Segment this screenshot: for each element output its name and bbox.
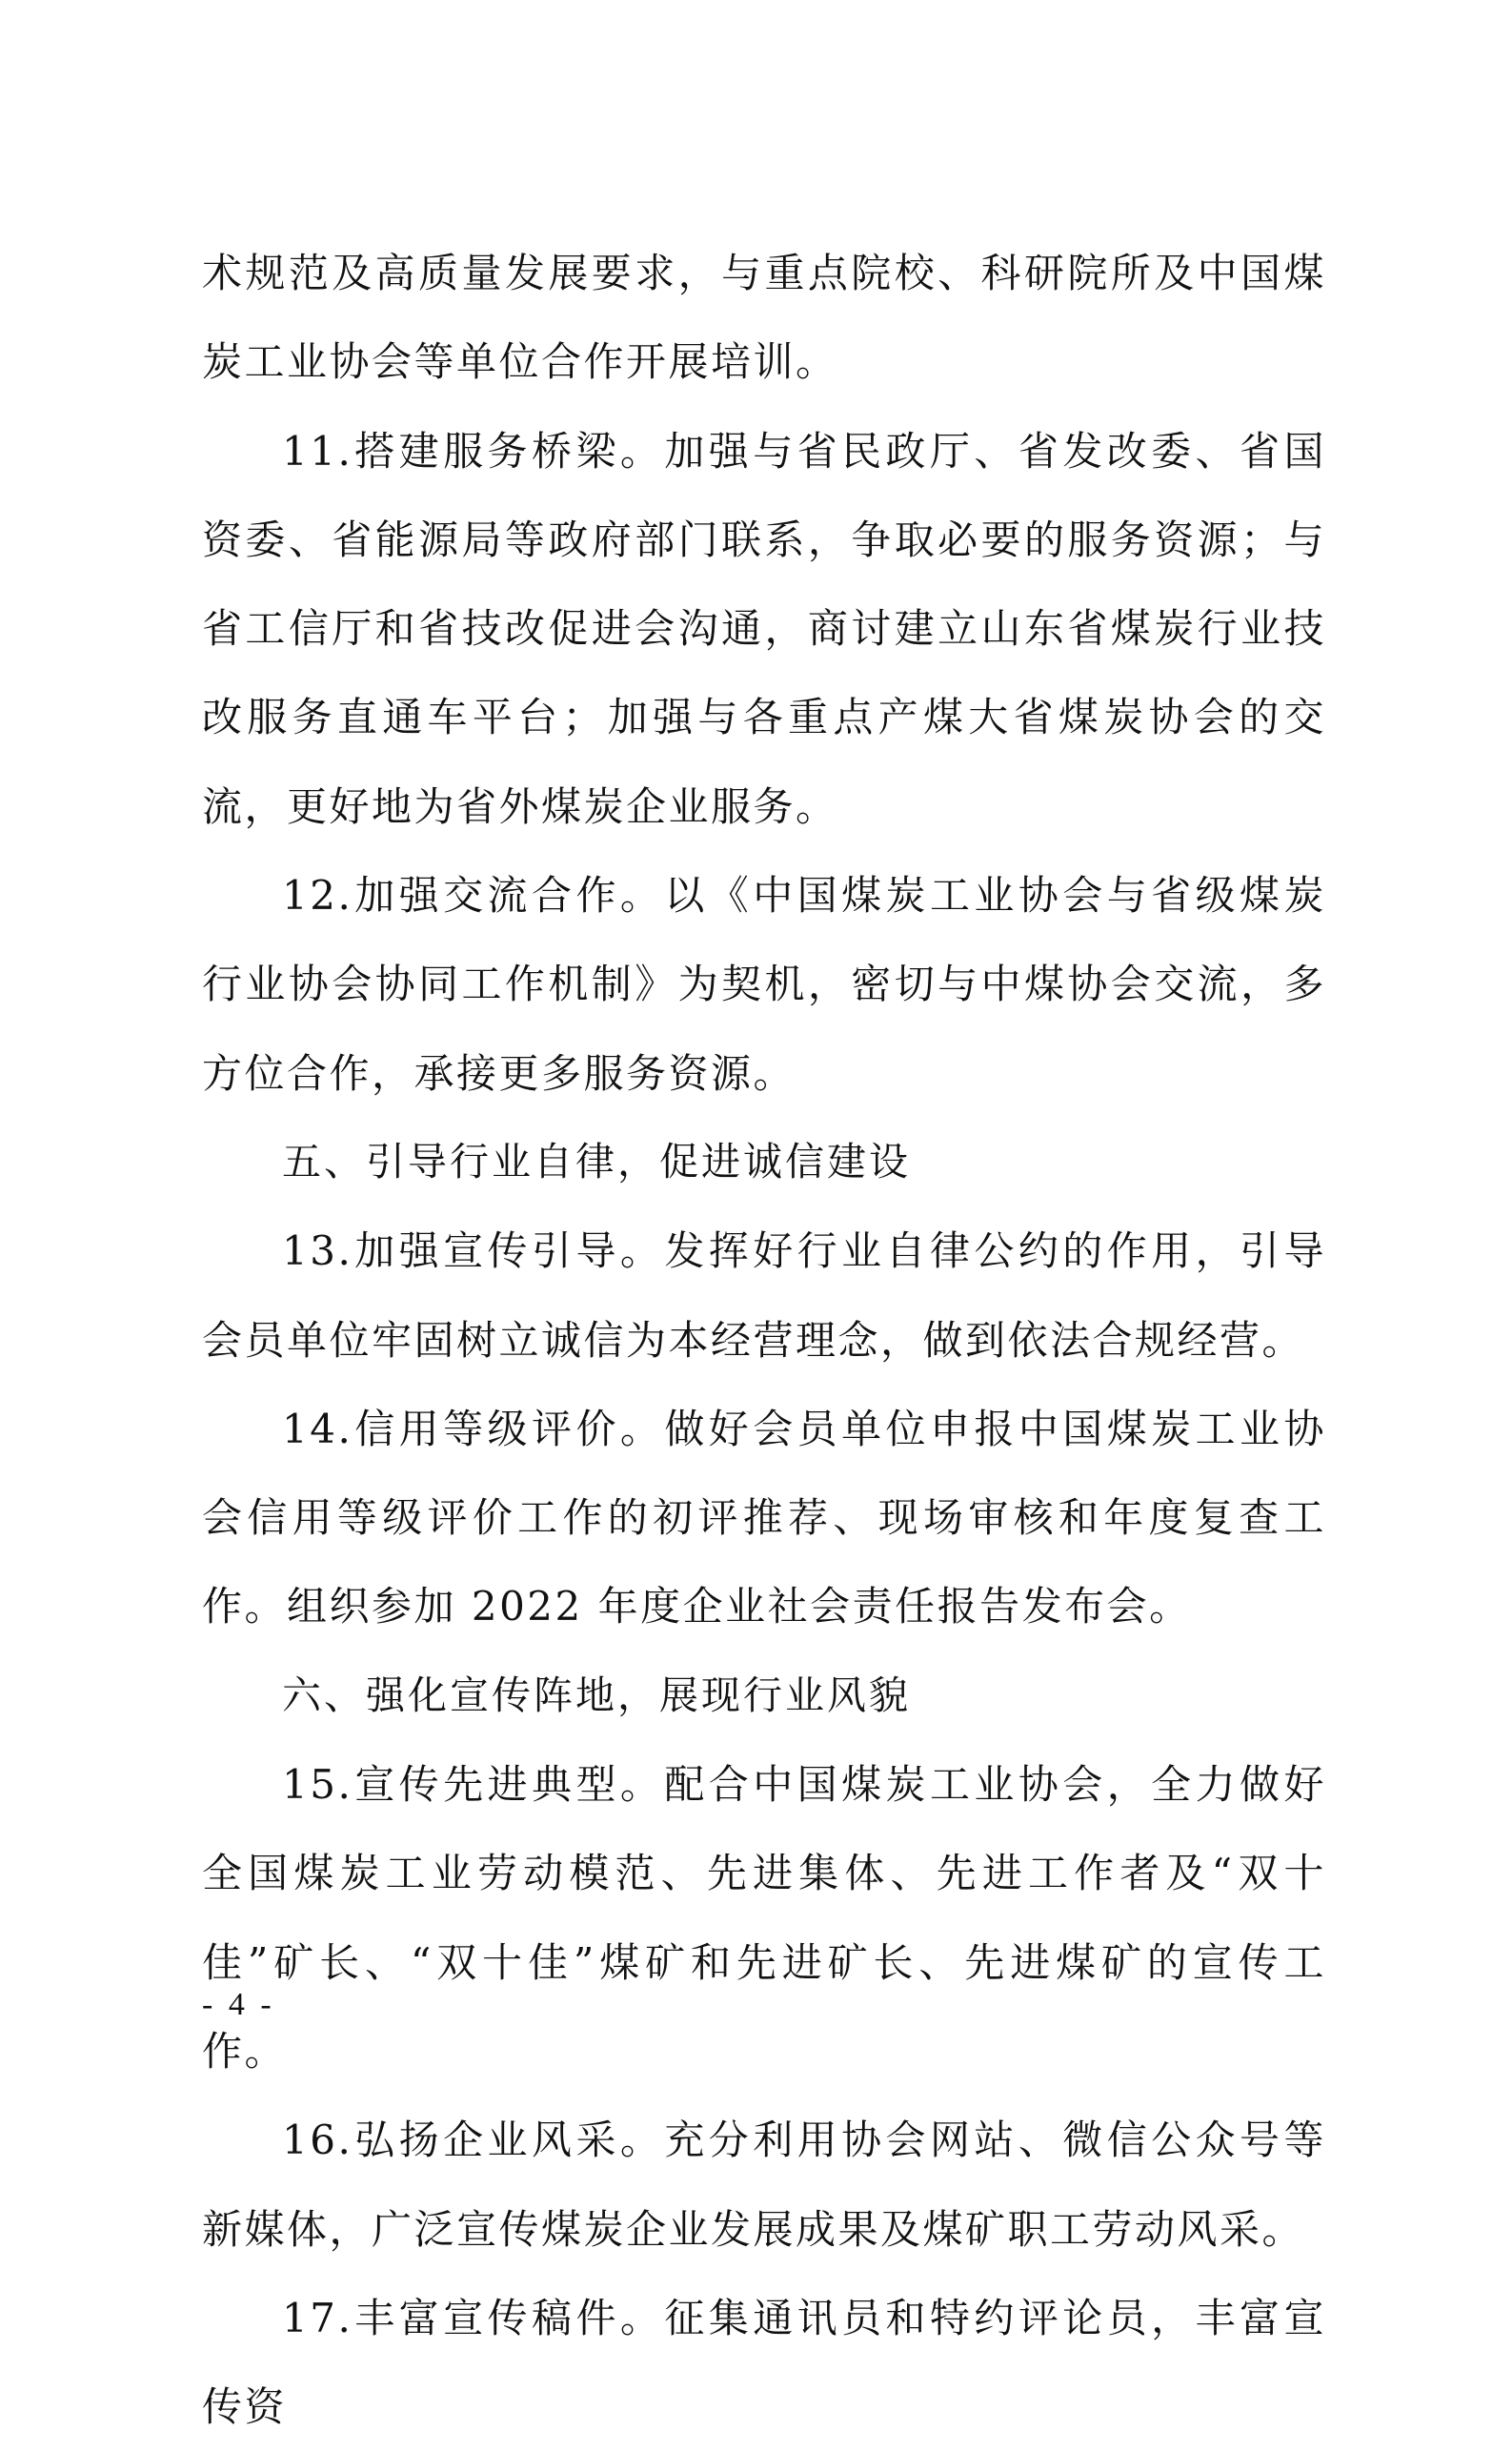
paragraph-training-continued: 术规范及高质量发展要求，与重点院校、科研院所及中国煤炭工业协会等单位合作开展培训。 bbox=[202, 250, 1326, 386]
paragraph-item-15: 15.宣传先进典型。配合中国煤炭工业协会，全力做好全国煤炭工业劳动模范、先进集体、先进工作者及“双十佳”矿长、“双十佳”煤矿和先进矿长、先进煤矿的宣传工作。 bbox=[202, 1761, 1326, 2075]
paragraph-item-12: 12.加强交流合作。以《中国煤炭工业协会与省级煤炭行业协会协同工作机制》为契机，密切与中煤协会交流，多方位合作，承接更多服务资源。 bbox=[202, 872, 1326, 1097]
section-heading-5: 五、引导行业自律，促进诚信建设 bbox=[282, 1138, 911, 1185]
paragraph-item-11: 11.搭建服务桥梁。加强与省民政厅、省发改委、省国资委、省能源局等政府部门联系，争取必要的服务资源；与省工信厅和省技改促进会沟通，商讨建立山东省煤炭行业技改服务直通车平台；加强与各重点产煤大省煤炭协会的交流，更好地为省外煤炭企业服务。 bbox=[202, 427, 1326, 830]
paragraph-item-14: 14.信用等级评价。做好会员单位申报中国煤炭工业协会信用等级评价工作的初评推荐、现场审核和年度复查工作。组织参加 2022 年度企业社会责任报告发布会。 bbox=[202, 1405, 1326, 1631]
paragraph-item-13: 13.加强宣传引导。发挥好行业自律公约的作用，引导会员单位牢固树立诚信为本经营理念，做到依法合规经营。 bbox=[202, 1227, 1326, 1364]
paragraph-item-16: 16.弘扬企业风采。充分利用协会网站、微信公众号等新媒体，广泛宣传煤炭企业发展成果及煤矿职工劳动风采。 bbox=[202, 2117, 1326, 2253]
paragraph-item-17: 17.丰富宣传稿件。征集通讯员和特约评论员，丰富宣传资 bbox=[202, 2294, 1326, 2431]
section-heading-6: 六、强化宣传阵地，展现行业风貌 bbox=[282, 1671, 911, 1718]
document-body bbox=[202, 229, 1326, 2451]
page-number: - 4 - bbox=[202, 1987, 275, 2022]
